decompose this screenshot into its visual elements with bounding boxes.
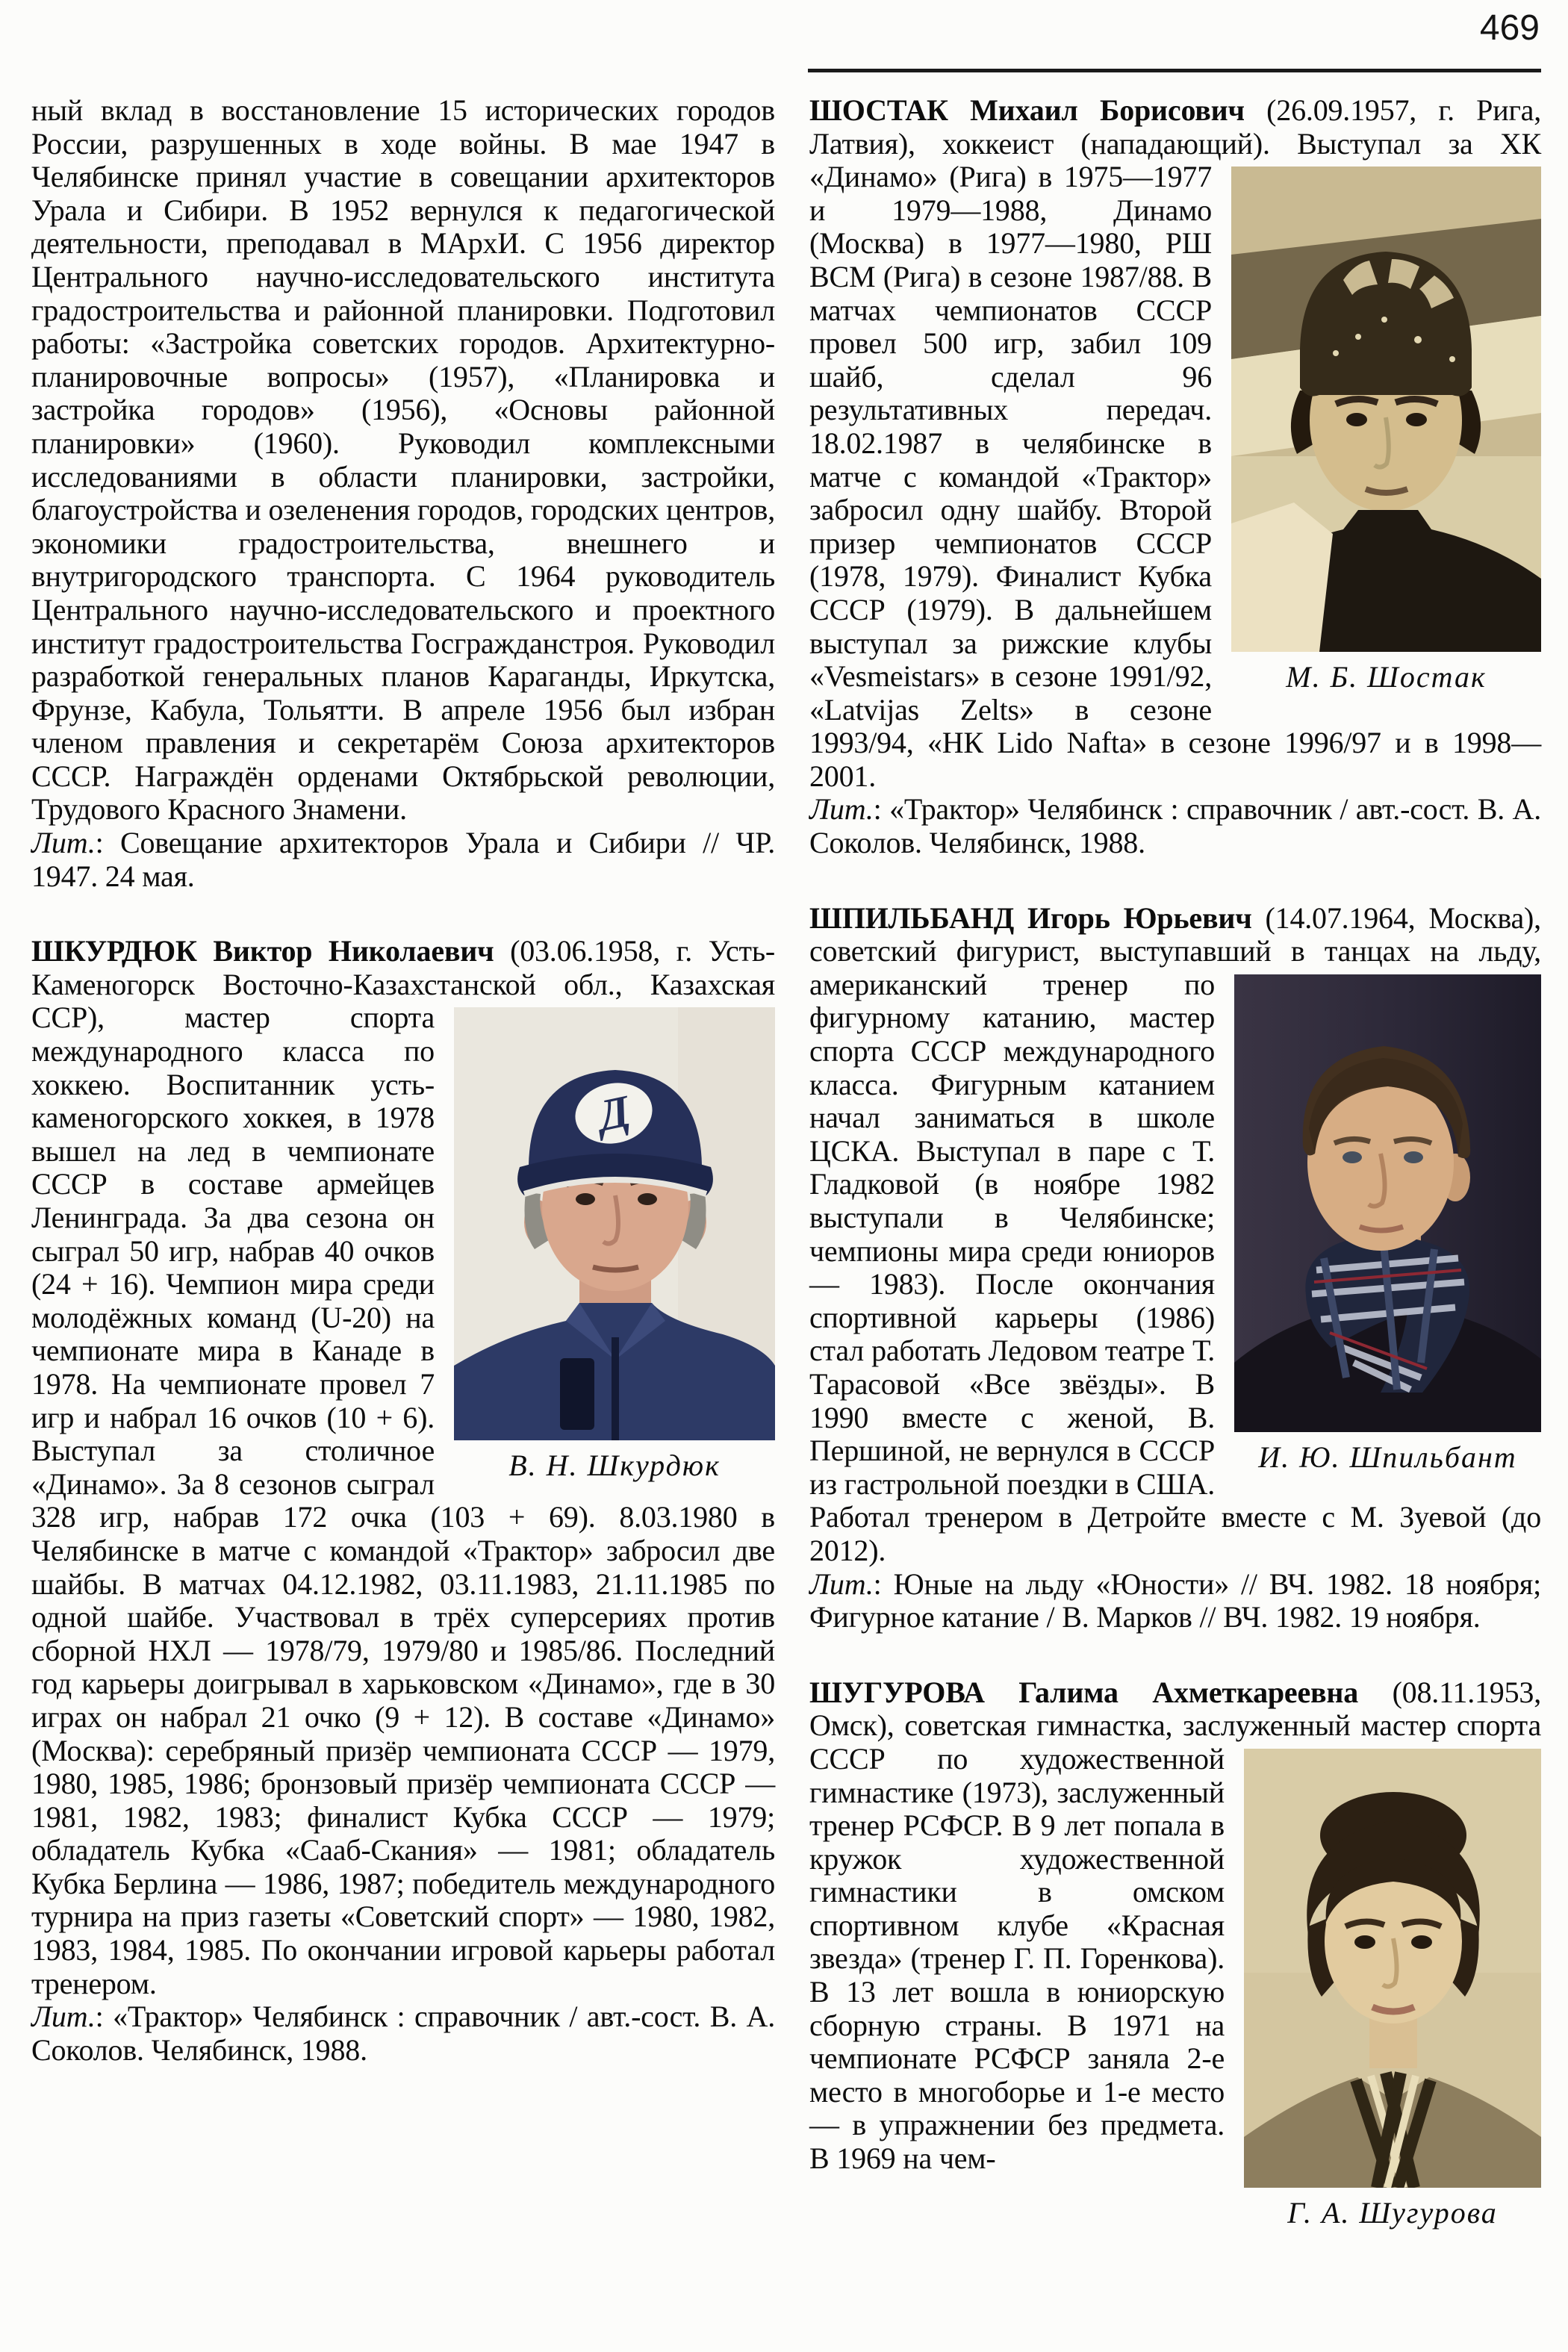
svg-text:Д: Д: [594, 1086, 634, 1141]
entry-lead: (14.07.1964, Москва), советский фигурист, выступавший в: [809, 900, 1541, 968]
entry-paragraph: [809, 1675, 1541, 2230]
portrait-shkurdyuk-image: [454, 1007, 775, 1440]
photo-caption-shugurova: Г. А. Шугурова: [1287, 2195, 1498, 2230]
portrait-shostak-image: [1231, 167, 1541, 652]
portrait-shugurova-image: [1244, 1749, 1541, 2188]
photo-caption-shkurdyuk: В. Н. Шкурдюк: [508, 1449, 721, 1483]
entry-paragraph: [809, 94, 1541, 793]
header-rule: [808, 69, 1541, 72]
entry-lead: (03.06.1958, г. Усть-Каменогорск Восточно-Казахстанской: [31, 934, 775, 1001]
shpilband-lit-reference: [809, 1568, 1541, 1634]
lit-label: Лит.: [31, 826, 96, 860]
entry-body: Выступал за ХК «Динамо» (Рига) в 1975—1977 и 1979—1988, Динамо (Москва) в 1977—1980, РШ ВСМ (Рига) в сезоне 1987/88. В матчах чемпионатов СССР провел 500 игр, забил 109 шайб, сделал 96 результативных передач. 18.02.1987 в челябинске в матче с командой «Трактор» забросил одну шайбу. Второй призер чемпионатов СССР (1978, 1979). Финалист Кубка СССР (1979). В дальнейшем выступал за рижские клубы «Vesmeistars» в сезоне 1991/92, «Latvijas Zelts» в сезоне 1993/94, «НК Lido Nafta» в сезоне 1996/97 и в 1998—2001.: [809, 126, 1541, 793]
right-column: [809, 94, 1541, 2238]
photo-caption-shpilband: И. Ю. Шпильбант: [1258, 1440, 1517, 1474]
photo-shkurdyuk: [454, 1007, 775, 1483]
lit-text: : Совещание архитекторов Урала и Сибири // ЧР. 1947. 24 мая.: [31, 826, 775, 893]
lit-text: : «Трактор» Челябинск : справочник / авт.-сост. В. А. Соколов. Челябинск, 1988.: [31, 2000, 775, 2067]
lit-label: Лит.: [31, 2000, 96, 2034]
lit-text: : «Трактор» Челябинск : справочник / авт.-сост. В. А. Соколов. Челябинск, 1988.: [809, 792, 1541, 860]
entry-body: спорта СССР по художественной гимнастике (1973), заслуженный тренер РСФСР. В 9 лет попала в кружок художественной гимнастики в омском спортивном клубе «Красная звезда» (тренер Г. П. Горенкова). В 13 лет вошла в юниорскую сборную страны. В 1971 на чемпионате РСФСР заняла 2-е место в многоборье и 1-е место — в упражнении без предмета. В 1969 на чем-: [809, 1708, 1541, 2176]
entry-lead: (26.09.1957, г. Рига, Латвия), хоккеист (нападающий).: [809, 93, 1541, 161]
photo-shugurova: [1244, 1749, 1541, 2230]
page-number: 469: [1479, 8, 1540, 48]
entry-lead: (08.11.1953, Омск), советская гимнастка, заслуженный мастер: [809, 1675, 1541, 1743]
entry-headword: ШПИЛЬБАНД Игорь Юрьевич: [809, 900, 1252, 935]
entry-headword: ШКУРДЮК Виктор Николаевич: [31, 934, 494, 968]
entry-shkurdyuk: [31, 935, 775, 2067]
photo-caption-shostak: М. Б. Шостак: [1286, 660, 1487, 694]
entry-paragraph: [31, 935, 775, 2000]
lit-label: Лит.: [809, 792, 874, 827]
entry-headword: ШОСТАК Михаил Борисович: [809, 93, 1245, 127]
shkurdyuk-lit-reference: [31, 2000, 775, 2067]
architect-lit-reference: [31, 827, 775, 893]
lit-label: Лит.: [809, 1567, 874, 1601]
lit-text: : Юные на льду «Юности» // ВЧ. 1982. 18 ноября; Фигурное катание / В. Марков // ВЧ. 1982. 19 ноября.: [809, 1567, 1541, 1634]
entry-body: танцах на льду, американский тренер по фигурному катанию, мастер спорта СССР международного класса. Фигурным катанием начал заниматься в школе ЦСКА. Выступал в паре с Т. Гладковой (в ноябре 1982 выступали в Челябинске; чемпионы мира среди юниоров — 1983). После окончания спортивной карьеры (1986) стал работать Ледовом театре Т. Тарасовой «Все звёзды». В 1990 вместе с женой, В. Першиной, не вернулся в СССР из гастрольной поездки в США. Работал тренером в Детройте вместе с М. Зуевой (до 2012).: [809, 934, 1541, 1567]
entry-paragraph: [809, 902, 1541, 1568]
entry-shpilband: [809, 902, 1541, 1634]
entry-headword: ШУГУРОВА Галима Ахметкареевна: [809, 1675, 1359, 1709]
entry-shugurova: [809, 1675, 1541, 2230]
entry-body: обл., Казахская ССР), мастер спорта международного класса по хоккею. Воспитанник усть-каменогорского хоккея, в 1978 вышел на лед в чемпионате СССР в составе армейцев Ленинграда. За два сезона он сыграл 50 игр, набрав 40 очков (24 + 16). Чемпион мира среди молодёжных команд (U-20) на чемпионате мира в Канаде в 1978. На чемпионате провел 7 игр и набрал 16 очков (10 + 6). Выступал за столичное «Динамо». За 8 сезонов сыграл 328 игр, набрав 172 очка (103 + 69). 8.03.1980 в Челябинске в матче с командой «Трактор» забросил две шайбы. В матчах 04.12.1982, 03.11.1983, 21.11.1985 по одной шайбе. Участвовал в трёх суперсериях против сборной НХЛ — 1978/79, 1979/80 и 1985/86. Последний год карьеры доигрывал в харьковском «Динамо», где в 30 играх он набрал 21 очко (9 + 12). В составе «Динамо» (Москва): серебряный призёр чемпионата СССР — 1979, 1980, 1985, 1986; бронзовый призёр чемпионата СССР — 1981, 1982, 1983; финалист Кубка СССР — 1979; обладатель Кубка «Сааб-Скания» — 1981; обладатель Кубка Берлина — 1986, 1987; победитель международного турнира на приз газеты «Советский спорт» — 1980, 1982, 1983, 1984, 1985. По окончании игровой карьеры работал тренером.: [31, 967, 775, 2000]
photo-shpilband: [1234, 974, 1541, 1475]
paragraph-text: ный вклад в восстановление 15 исторических городов России, разрушенных в ходе войны. В мае 1947 в Челябинске принял участие в совещании архитекторов Урала и Сибири. В 1952 вернулся к педагогической деятельности, преподавал в МАрхИ. С 1956 директор Центрального научно-исследовательского института градостроительства и районной планировки. Подготовил работы: «Застройка советских городов. Архитектурно-планировочные вопросы» (1957), «Планировка и застройка городов» (1956), «Основы районной планировки» (1960). Руководил комплексными исследованиями в области планировки, застройки, благоустройства и озеленения городов, городских центров, экономики градостроительства, внешнего и внутригородского транспорта. С 1964 руководитель Центрального научно-исследовательского и проектного институт градостроительства Госгражданстроя. Руководил разработкой генеральных планов Караганды, Иркутска, Фрунзе, Кабула, Тольятти. В апреле 1956 был избран членом правления и секретарём Союза архитекторов СССР. Награждён орденами Октябрьской революции, Трудового Красного Знамени.: [31, 93, 775, 827]
left-column: [31, 94, 775, 2067]
entry-shostak: [809, 94, 1541, 860]
portrait-shpilband-image: [1234, 974, 1541, 1432]
photo-shostak: [1231, 167, 1541, 694]
shostak-lit-reference: [809, 793, 1541, 859]
architect-continuation-paragraph: [31, 94, 775, 827]
